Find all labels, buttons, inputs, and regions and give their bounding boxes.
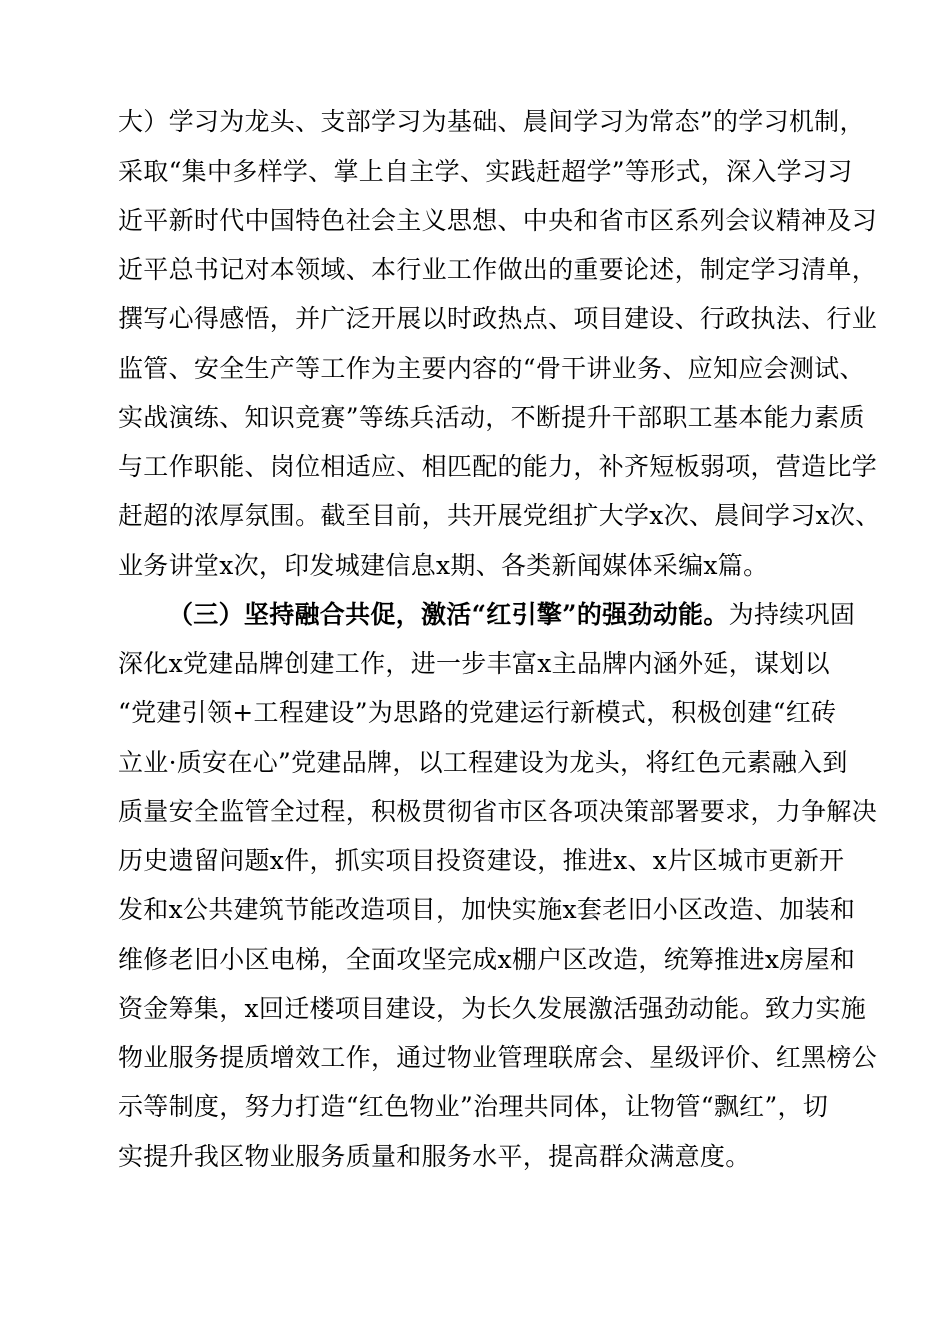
text-line: 近平总书记对本领域、本行业工作做出的重要论述，制定学习清单，: [118, 255, 878, 284]
text-line: 采取“集中多样学、掌上自主学、实践赶超学”等形式，深入学习习: [118, 157, 853, 186]
text-line: 实战演练、知识竞赛”等练兵活动，不断提升干部职工基本能力素质: [118, 403, 865, 432]
text-line: 撰写心得感悟，并广泛开展以时政热点、项目建设、行政执法、行业: [118, 304, 878, 333]
text-line: 监管、安全生产等工作为主要内容的“骨干讲业务、应知应会测试、: [118, 354, 865, 383]
text-line: 历史遗留问题x件，抓实项目投资建设，推进x、x片区城市更新开: [118, 846, 845, 875]
text-line: 赶超的浓厚氛围。截至目前，共开展党组扩大学x次、晨间学习x次、: [118, 501, 881, 530]
text-line: 资金筹集，x回迁楼项目建设，为长久发展激活强劲动能。致力实施: [118, 994, 867, 1023]
text-line: 示等制度，努力打造“红色物业”治理共同体，让物管“飘红”，切: [118, 1092, 829, 1121]
section-heading: （三）坚持融合共促，激活“红引擎”的强劲动能。: [168, 600, 729, 629]
section-heading-line: [168, 595, 858, 635]
text-line: 立业·质安在心”党建品牌，以工程建设为龙头，将红色元素融入到: [118, 748, 848, 777]
text-line: 实提升我区物业服务质量和服务水平，提高群众满意度。: [118, 1142, 751, 1171]
text-line: 近平新时代中国特色社会主义思想、中央和省市区系列会议精神及习: [118, 206, 878, 235]
text-line: 与工作职能、岗位相适应、相匹配的能力，补齐短板弱项，营造比学: [118, 452, 878, 481]
text-line: 物业服务提质增效工作，通过物业管理联席会、星级评价、红黑榜公: [118, 1043, 878, 1072]
text-line: 业务讲堂x次，印发城建信息x期、各类新闻媒体采编x篇。: [118, 551, 769, 580]
heading-continuation: 为持续巩固: [728, 600, 856, 629]
text-line: 质量安全监管全过程，积极贯彻省市区各项决策部署要求，力争解决: [118, 797, 878, 826]
text-line: 维修老旧小区电梯，全面攻坚完成x棚户区改造，统筹推进x房屋和: [118, 945, 856, 974]
text-line: 深化x党建品牌创建工作，进一步丰富x主品牌内涵外延，谋划以: [118, 649, 830, 678]
text-line: 大）学习为龙头、支部学习为基础、晨间学习为常态”的学习机制，: [118, 107, 865, 136]
text-line: 发和x公共建筑节能改造项目，加快实施x套老旧小区改造、加装和: [118, 895, 856, 924]
text-line: “党建引领+工程建设”为思路的党建运行新模式，积极创建“红砖: [118, 698, 837, 727]
